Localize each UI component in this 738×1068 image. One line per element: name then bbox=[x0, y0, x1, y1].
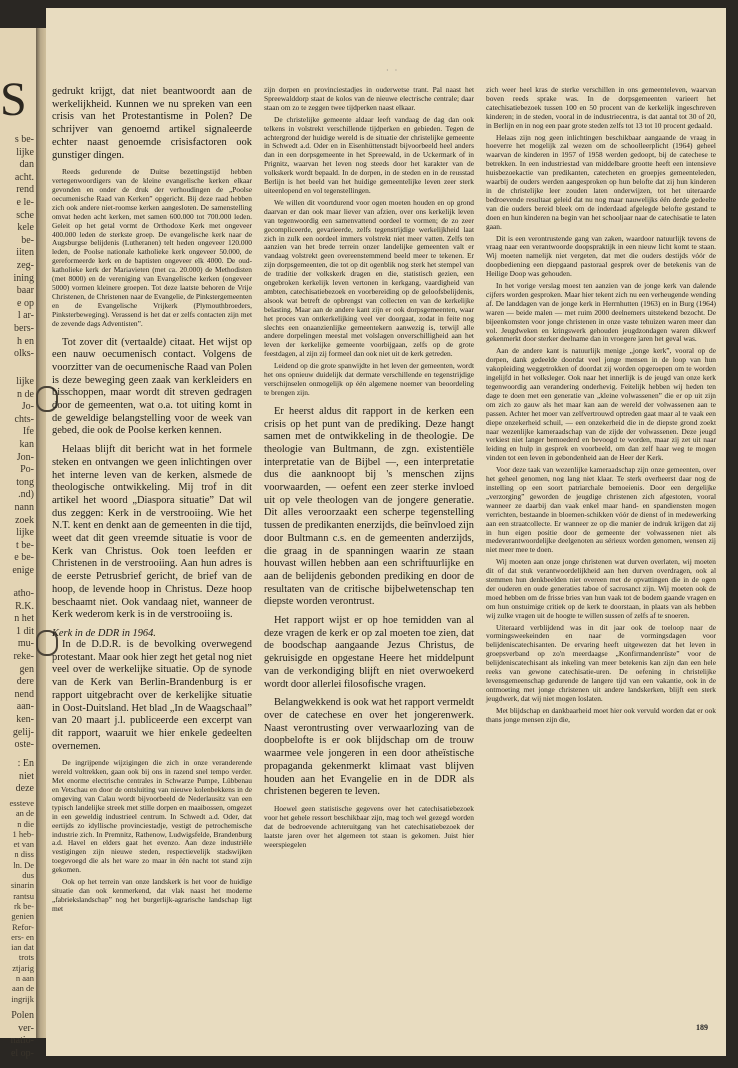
page-number: 189 bbox=[696, 1023, 708, 1032]
left-fragment-line: nend bbox=[14, 688, 34, 700]
left-fragment-line: rk be- bbox=[13, 900, 34, 911]
left-fragment-line: be- bbox=[21, 234, 34, 246]
left-fragment-line: e op bbox=[17, 297, 34, 309]
paragraph: Belangwekkend is ook wat het rapport vermeldt over de catechese en over het jongerenwerk. Naast verontrusting over verwaarlozing van de doopbelofte is er ook blijdschap om de trouw waarmee vele jongeren in een door atheïstische propaganda gekenmerkt klimaat vast blijven houden aan het Evangelie en in de DDR als christenen begeren te leven. bbox=[264, 697, 474, 798]
column-1 bbox=[52, 86, 252, 917]
left-fragment-line: ers- en bbox=[11, 931, 34, 942]
quoted-passage: Wij moeten aan onze jonge christenen wat durven overlaten, wij moeten dit of dat stuk verantwoordelijkheid aan hen durven overdragen, ook al stemmen hun denkbeelden niet overeen met de opvattingen die in de ogen der ouderen en oude generaties taboe of sacrosanct zijn. Wij moeten ook de moed hebben om de frisse bries van hun vaak tot de bodem gaande vragen en om hun onstuimige critiek op de kerk te doorstaan, in plaats van als hebben wij zulke vragen uit de hoogte te willen sussen of zelfs af te snoeren. bbox=[486, 557, 716, 620]
left-fragment-line: n aan bbox=[15, 973, 34, 984]
left-fragment-line: Jo- bbox=[21, 401, 34, 413]
left-fragment-line: e be- bbox=[14, 552, 34, 564]
left-fragment-line: l ar- bbox=[17, 310, 34, 322]
column-3 bbox=[486, 86, 716, 728]
left-fragment-line: el op- bbox=[10, 1047, 34, 1059]
column-2 bbox=[264, 86, 474, 852]
left-fragment-line: s be- bbox=[14, 134, 34, 145]
quoted-passage: Met blijdschap en dankbaarheid moet hier ook vervuld worden dat er ook thans jonge mensen zijn die, bbox=[486, 705, 716, 724]
left-text-fragments-f bbox=[11, 1010, 34, 1060]
left-fragment-line: ian dat bbox=[11, 942, 34, 953]
left-fragment-line: enige bbox=[12, 564, 34, 576]
left-fragment-line: trots bbox=[18, 952, 34, 963]
left-fragment-line: gen bbox=[19, 663, 34, 675]
left-fragment-line: kan bbox=[19, 438, 34, 450]
left-fragment-line: deze bbox=[15, 783, 34, 795]
left-fragment-line: natio- bbox=[10, 1035, 34, 1047]
left-fragment-line: n de bbox=[17, 388, 34, 400]
paragraph: Helaas blijft dit bericht wat in het formele steken en ontvangen we geen inlichtingen over het interne leven van de kerken, alsmede de theologische ontwikkeling. Mij trof in dit artikel het woord „Diaspora situatie” Dat wil dus zeggen: Kerk in de verstrooiing. Wie het N.T. kent en denkt aan de gemeenten in die tijd, weet dat dit geen vreemde situatie is voor de Kerk van Christus. Ook toen leefden er Christenen in de verstrooiing. Aan hun adres is de eerste Petrusbrief gericht, de brief van de hoop, de levende hoop in Christus. Deze hoop beschaamt niet. Ook vandaag niet, wanneer de Kerk wederom kerk is in de verstrooiing is. bbox=[52, 444, 252, 621]
left-fragment-line: n die bbox=[17, 818, 34, 829]
left-fragment-line: h en bbox=[17, 335, 34, 347]
book-gutter bbox=[36, 28, 46, 1038]
quoted-passage: Dit is een verontrustende gang van zaken, waardoor natuurlijk tevens de vraag naar een verantwoorde doopspraktijk in een nieuw licht komt te staan. Wij moeten namelijk niet vergeten, dat met die ouders destijds vóór de doopbediening een diepgaand pastoraal gesprek over de betekenis van de Heilige Doop was gehouden. bbox=[486, 233, 716, 279]
left-fragment-line: rend bbox=[16, 184, 34, 196]
left-text-fragments-e bbox=[9, 798, 34, 1004]
left-fragment-line: Ife bbox=[22, 426, 34, 438]
left-text-fragments-d bbox=[16, 758, 34, 796]
paragraph: Tot zover dit (vertaalde) citaat. Het wijst op een nauw oecumenisch contact. Volgens de voorzitter van de oecumenische Raad van Polen is deze beweging geen zaak van kerkleiders en bisschoppen, maar wordt dit streven gedragen door de gemeenten, wat o.a. tot uiting komt in de geweldige belangstelling voor de week van gebed, die ook de Poolse kerken kennen. bbox=[52, 336, 252, 437]
quoted-passage: Leidend op die grote spanwijdte in het leven der gemeenten, wordt het ons opnieuw duidelijk dat dermate verschillende en tegenstrijdige verschijnselen onmogelijk op één algemene noemer van beoordeling te brengen zijn. bbox=[264, 361, 474, 397]
quoted-passage: De christelijke gemeente aldaar leeft vandaag de dag dan ook telkens in volstrekt verschillende tijdperken en gebieden. Tegen de achtergrond der huidige wereld is de situatie der christelijke gemeente in Schwedt a.d. Oder en in Eisenhüttenstadt bijvoorbeeld heel anders dan in een dorpsgemeente in het Spreewald, in de Uckermark of in Prignitz, waarvan het leven nog steeds door het karakter van de volkskerk wordt bepaald. In de dorpen, in de steden en in de reusstad Berlijn is het beeld van het huidige gemeentelijke leven zeer sterk uiteenlopend en vol tegenstellingen. bbox=[264, 114, 474, 195]
left-fragment-line: dus bbox=[22, 870, 34, 881]
left-fragment-line: Polen bbox=[11, 1010, 34, 1021]
left-fragment-line: tong bbox=[16, 476, 34, 488]
previous-page-edge bbox=[0, 28, 37, 1059]
left-text-fragments-a bbox=[13, 134, 34, 361]
left-fragment-line: niet bbox=[19, 770, 34, 782]
left-fragment-line: lijke bbox=[16, 146, 34, 158]
left-fragment-line: dan bbox=[19, 159, 34, 171]
quoted-passage: Aan de andere kant is natuurlijk menige „jonge kerk”, vooral op de dorpen, dank gedeelde doordat veel jonge mensen in de loop van hun vakopleiding weggetrokken of doordat zij worden opgeroepen om te worden ingelijfd in het volksleger. Ook naar het innerlijk is de jeugd van onze kerk tegenwoordig aan verandering onderhevig. Feitelijk hebben wij heden ten dage te doen met een generatie van „kleine volwassenen” die er op uit zijn om zich zo gauw als het maar kan aan de wereld der volwassenen aan te passen. Achter het moer van zelfvertrouwd optreden gaat maar al te vaak een diepe onzekerheid schuil, — een onzekerheid die in de diepste grond zoekt naar wezenlijke kameraadschap van de zijde der volwassenen. Deze jeugd verkiest niet langer bemoederd en bevoogd te worden, maar zij zet uit naar leiding en hulp in gesprek en voorbeeld, om dan zelf haar weg te mogen vinden tot een leven in gebondenheid aan de Heer der Kerk. bbox=[486, 346, 716, 463]
left-fragment-line: ztjarig bbox=[12, 962, 34, 973]
quoted-passage: Voor deze taak van wezenlijke kameraadschap zijn onze gemeenten, over het geheel genomen, nog lang niet klaar. Te sterk overheerst daar nog de instelling op een soort patriarchale bemoeienis. Door een dergelijke „verzorging” geworden de jeugdige christenen zich afgestoten, vooral wanneer ze daarbij dan vaak enkel maar hand- en spandiensten mogen verrichten, bestaande in bloemen-schikken vóór de dienst of in medewerking aan een straatcollecte. Er wanneer ze op die manier de indruk krijgen dat zij in hun eigen positie door de gemeente der volwassenen niet als medeverantwoordelijke deelgenoten au sérieux worden genomen, wensen zij niet meer mee te doen. bbox=[486, 465, 716, 555]
left-fragment-line: dere bbox=[16, 676, 34, 688]
left-fragment-line: t be- bbox=[15, 539, 34, 551]
left-fragment-line: ingrijk bbox=[11, 993, 34, 1004]
quoted-passage: Uiteraard verblijdend was in dit jaar ook de toeloop naar de vormingsweekeinden en naar de vormingsdagen voor belijdeniscatechisanten. De ervaring heeft uitgewezen dat het leven in groepsverband op zo'n meerdaagse „Konfirmandenrüste” voor de belijdeniscatechisant als inkeling van meer betekenis kan zijn dan een hele reeks van gewone catechisatie-uren. De oefening in christelijke levensgemeenschap gedurende de langere tijd van een vakantie, ook in de ontmoeting met jonge christenen uit andere landskerken, blijft een sterk jeugdwerk, dat wij niet mogen loslaten. bbox=[486, 622, 716, 703]
left-fragment-line: aan de bbox=[12, 983, 34, 994]
quoted-passage: In het vorige verslag moest ten aanzien van de jonge kerk van dalende cijfers worden gesproken. Maar hier tekent zich nu een verheugende wending af. De landdagen van de jonge kerk in Herrnhutten (1963) en in Burg (1964) waren — beide malen — met ruim 2000 deelnemers uitstekend bezocht. De bijeenkomsten voor jonge christenen in onze vaste tehuizen waren meer dan vol. Jeugdweken en kringswerk gehouden jeugdzondagen waren dikwerf gekenmerkt door sterker deelname dan in vroegere jaren het geval was. bbox=[486, 281, 716, 344]
left-fragment-line: iiten bbox=[16, 247, 34, 259]
left-fragment-line: sinarin bbox=[10, 880, 34, 891]
quoted-passage: Ook op het terrein van onze landskerk is het voor de huidige situatie dan ook kenmerkend, dat vlak naast het moderne „fabriekslandschap” nog het burgerlijk-agrarische landschap ligt met bbox=[52, 877, 252, 913]
left-fragment-line: olks- bbox=[14, 348, 34, 360]
left-fragment-line: genien bbox=[11, 911, 34, 922]
left-fragment-line: Jon- bbox=[16, 451, 34, 463]
left-fragment-line: n diss bbox=[14, 849, 34, 860]
left-fragment-line: ining bbox=[13, 272, 34, 284]
quoted-passage: Reeds gedurende de Duitse bezettingstijd hebben vertegenwoordigers van de kleine evangelische kerken elkaar gevonden en onder de druk der verhoudingen de „Poolse oecumenische Raad van Kerken” opgericht. Bij deze raad hebben zich ook andere niet-roomse kerken aangesloten. De samenstelling omvat heden acht kerken, met samen 600.000 tot 700.000 leden. Geleit op het getal vormt de Orthodoxe Kerk met ongeveer 400.000 leden de sterkste groep. De evangelische kerk naar de Augsburgse belijdenis (Lutheranen) telt heden ongeveer 120.000 leden, de Poolse nationale katholieke kerk ongeveer 50.000, de gereformeerde kerk en de baptisten ongeveer elk 4000. De oud-katholieke kerk der Mariavieten (met ca. 20.000) de Methodisten (met 8000) en de vereniging van Evangelische kerken (ongeveer 5000) vormen kleinere groepen. Tot deze laatste behoren de Vrije Christenen, de Christenen naar de Evangelie, de Pinkstergemeenten en de Evangelische Vrijkerk (Plymouthbroeders, Pinksterbeweging). Verassend is het dat er zelfs contacten zijn met de zevende dags Adventisten”. bbox=[52, 167, 252, 328]
left-fragment-line: bers- bbox=[14, 322, 34, 334]
left-fragment-line: kele bbox=[17, 222, 34, 234]
paragraph: Er heerst aldus dit rapport in de kerken een crisis op het punt van de prediking. Deze hangt samen met de ontwikkeling in de theologie. De theologie van Bultmann, de zgn. existentiële interpretatie van de Bijbel —, een interpretatie dus die aanknoopt bij 's menschen zijns voorwaarden, — oefent een zeer sterke invloed uit op vele theologen van de jongere generatie. Dit alles veroorzaakt een scherpe tegenstelling tussen de predikanten enerzijds, die beïnvloed zijn door Bultmann c.s. en de gemeenten anderzijds, die graag in de spanningen waarin ze staan houvast willen hebben aan een schriftuurlijke en aan de belijdenis gebonden prediking en door de resultaten van de critische bijbelwetenschap ten diepste worden verontrust. bbox=[264, 405, 474, 608]
left-fragment-line: oste- bbox=[14, 739, 34, 751]
left-fragment-line: 1 dit bbox=[15, 625, 34, 637]
left-fragment-line: reke- bbox=[13, 650, 34, 662]
left-fragment-line: sche bbox=[16, 209, 34, 221]
left-fragment-line: essteve bbox=[9, 798, 34, 808]
left-fragment-line: R.K. bbox=[15, 600, 34, 612]
left-fragment-line: ver- bbox=[18, 1022, 34, 1034]
left-fragment-line: e le- bbox=[16, 196, 34, 208]
left-fragment-line: gelij- bbox=[12, 726, 34, 738]
left-text-fragments-b bbox=[12, 376, 34, 578]
left-fragment-line: ln. De bbox=[13, 859, 34, 870]
left-fragment-line: atho- bbox=[13, 588, 34, 599]
left-text-fragments-c bbox=[13, 588, 34, 752]
quoted-passage: zich weer heel kras de sterke verschillen in ons gemeenteleven, waarvan boven reeds sprake was. In de dorpsgemeenten varieert het catechisatiebezoek tussen 100 en 50 procent van de kerkelijk ingeschreven kinderen; in de steden, vooral in de industriecentra, is dat aantal tot 30 of 20, in Berlijn en in nog een paar grote steden zelfs tot 13 tot 10 procent gedaald. bbox=[486, 85, 716, 130]
large-letter-fragment: S bbox=[0, 73, 27, 126]
left-fragment-line: Refor- bbox=[11, 921, 34, 932]
quoted-passage: Helaas zijn nog geen inlichtingen beschikbaar aangaande de vraag in hoeverre het mogelijk zal wezen om de schoolleerplicht (1964) geheel waarvan de kinderen in 1957 of 1958 werden gedoopt, bij de catechese te betrekken. In een industriestad van middelbare grootte heeft een intensieve huisbezoekactie van predikanten, catecheten en groepjes gemeenteleden, waarbij de ouders werden aangesproken op hun belofte dat zij hun kinderen in de christelijke leer zouden laten onderwijzen, tot het uiteraarde bedroevende resultaat geleid dat nu nog maar nauwelijks één derde gedeelte van die ouders bereid bleek om de inderdaad afgelegde belofte gestand te doen en hun kinderen na begin van het schooljaar naar de catechisatie te laten gaan. bbox=[486, 132, 716, 231]
quoted-passage: We willen dit voortdurend voor ogen moeten houden en op grond daarvan er dan ook maar liever van afzien, over ons kerkelijk leven van tegenwoordig een samenvattend oordeel te vormen; de zo zeer gecompliceerde, gevarieerde, zelfs tegenstrijdige werkelijkheid laat zich in zulk een oordeel immers volstrekt niet meer vatten. Zelfs ten aanzien van het brede terrein onzer landelijke gemeenten valt er vandaag volstrekt geen overeenstemmend beeld meer te tekenen. Er zijn dorpsgemeenten, die tot op dit ogenblik nog sterk het stempel van de traditie der volkskerk dragen en die, statistisch gezien, een ongebroken kerkelijk leven vertonen in kerkgang, vaardigheid van ambten, catechisatiebezoek en voorbereiding op de geloofsbelijdenis, alsook wat betreft de opbrengst van collecten en van de kerkelijke belasting. Maar aan de andere kant zijn er ook dorpsgemeenten, waar het proces van ontkerkelijking veel ver doorgaat, zodat in feite nog slechts een onaanzienlijke gemeentekern aanwezig is, terwijl alle andere dorpelingen meestal met volslagen onverschilligheid aan het leven der kerkelijke gemeente voorbijgaan, zelfs op de grote feestdagen, al zijn zij formeel dan ook niet uit de kerk getreden. bbox=[264, 197, 474, 359]
quoted-passage: Hoewel geen statistische gegevens over het catechisatiebezoek voor het gehele ressort beschikbaar zijn, mag toch wel gezegd worden dat de bedroevende achteruitgang van het catechisatiebezoek der laatste jaren over het algemeen tot staan is gekomen. Juist hier weerspiegelen bbox=[264, 803, 474, 849]
paragraph: In de D.D.R. is de bevolking overwegend protestant. Maar ook hier zegt het getal nog niet veel over de werkelijke situatie. Op de synode van de Kerk van Berlin-Brandenburg is er rapport uitgebracht over de kerkelijke situatie in Oost-Duitsland. Het blad „In de Waagschaal” van 20 maart j.l. publiceerde een excerpt van dit rapport, waaruit we hier enkele gedeelten overnemen. bbox=[52, 639, 252, 752]
left-fragment-line: zeg- bbox=[16, 259, 34, 271]
paragraph: Het rapport wijst er op hoe temidden van al deze vragen de kerk er op zal moeten toe zien, dat de boodschap aangaande Jezus Christus, de gekruisigde en opgestane Heere het middelpunt van de verkondiging blijft en niet overwoekerd wordt door allerlei filosofische vragen. bbox=[264, 615, 474, 690]
left-fragment-line: Po- bbox=[20, 464, 34, 476]
left-fragment-line: chts- bbox=[14, 413, 34, 425]
magazine-page bbox=[46, 8, 726, 1056]
paragraph: gedrukt krijgt, dat niet beantwoordt aan de werkelijkheid. Kunnen we nu spreken van een crisis van het Protestantisme in Polen? De schrijver van genoemd artikel signaleerde echter naast genoemde crisisfactoren ook gunstiger dingen. bbox=[52, 86, 252, 161]
left-fragment-line: an de bbox=[15, 808, 34, 819]
section-heading: Kerk in de DDR in 1964. bbox=[52, 628, 156, 639]
left-fragment-line: acht. bbox=[14, 171, 34, 183]
left-fragment-line: zoek bbox=[15, 514, 34, 526]
quoted-passage: zijn dorpen en provinciestadjes in ouderwetse trant. Pal naast het Spreewalddorp staat de kolos van de nieuwe electrische centrale; daar staan om zo te zeggen twee tijdperken naast elkaar. bbox=[264, 85, 474, 112]
left-fragment-line: .nd) bbox=[18, 489, 34, 501]
page-specks: · · bbox=[386, 66, 400, 75]
left-fragment-line: mu- bbox=[17, 638, 34, 650]
left-fragment-line: aan- bbox=[16, 701, 34, 713]
left-fragment-line: n het bbox=[14, 613, 34, 625]
left-fragment-line: lijke bbox=[16, 376, 34, 387]
left-fragment-line: lijke bbox=[16, 527, 34, 539]
left-fragment-line: nann bbox=[14, 501, 34, 513]
left-fragment-line: ken- bbox=[16, 713, 34, 725]
left-fragment-line: 1 heb- bbox=[12, 828, 34, 839]
quoted-passage: De ingrijpende wijzigingen die zich in onze veranderende wereld voltrekken, gaan ook bij ons in razend snel tempo verder. Met enorme electrische centrales in Schwarze Pumpe, Lübbenau en Vetschau en door de ontsluiting van nieuwe kolenbekkens in de omgeving van Calau wordt bijvoorbeeld de Nederlausitz van een typisch landelijke streek met stille dorpen en maaibossen, omgezet in een geweldig industrieel centrum. In Schwedt a.d. Oder, dat eertijds zo idyllische provinciestadje, vestigt de petrochemische industrie zich. In Premnitz, Rathenow, Ludwigsfelde, Brandenburg a.d. Havel en elders gaat het evenzo. Aan deze industriële vestigingen zijn nieuwe steden, respectievelijk stadswijken toegevoegd die als het ware zo maar in één nacht tot stand zijn gekomen. bbox=[52, 758, 252, 875]
left-fragment-line: : En bbox=[17, 758, 34, 769]
left-fragment-line: rantsu bbox=[13, 890, 34, 901]
left-fragment-line: et van bbox=[13, 839, 34, 850]
left-fragment-line: baar bbox=[16, 285, 34, 297]
